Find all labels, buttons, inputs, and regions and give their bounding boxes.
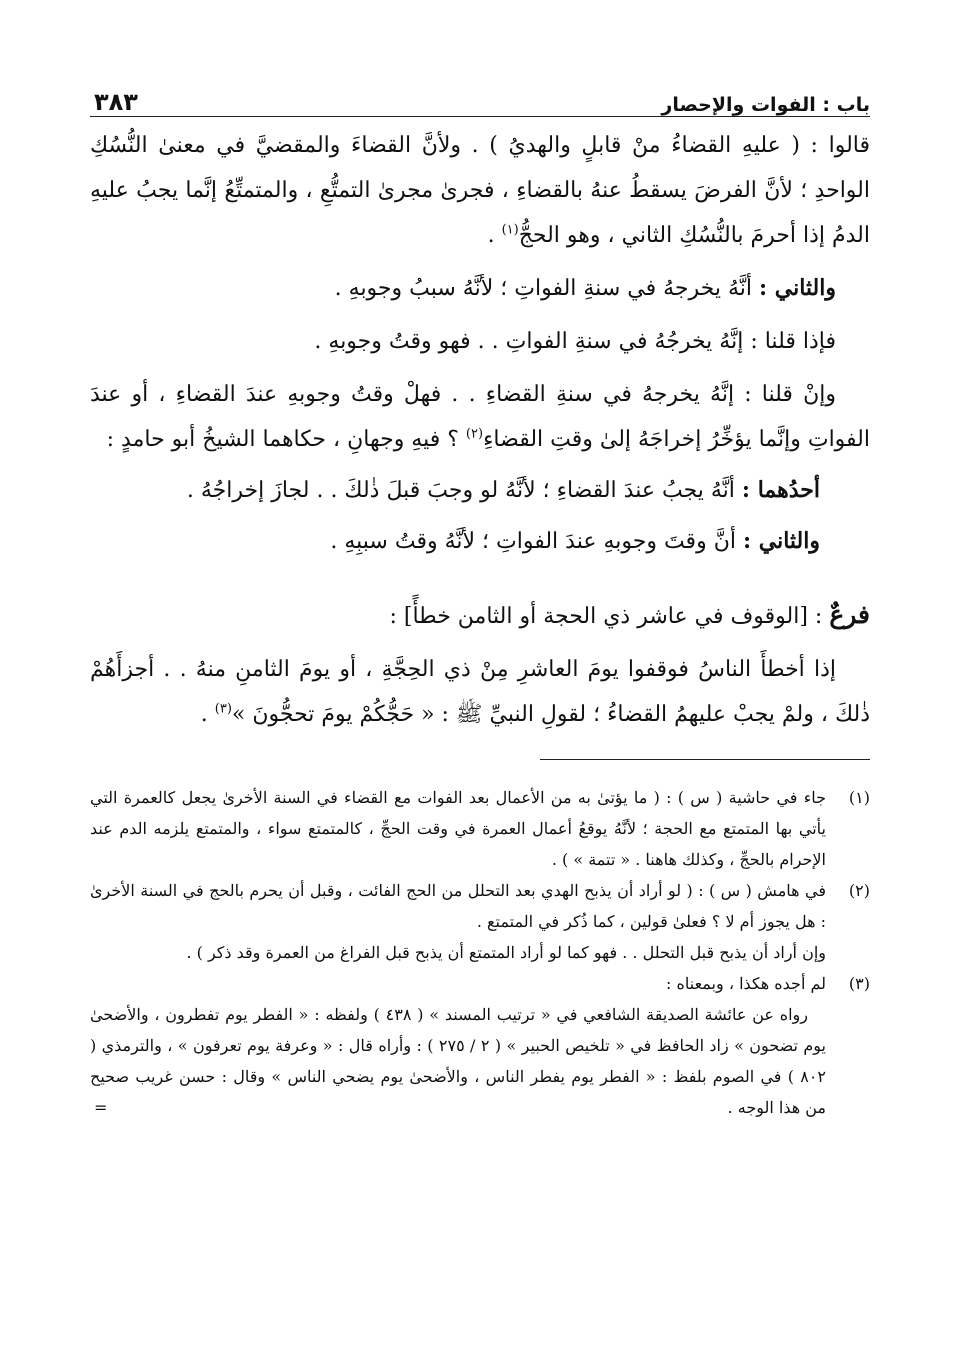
paragraph-1: قالوا : ( عليهِ القضاءُ منْ قابلٍ والهديُ ) . ولأنَّ القضاءَ والمقضيَّ في معنىٰ النُّسُكِ الواحدِ ؛ لأنَّ الفرضَ يسقطُ عنهُ بالقضاءِ ، فجرىٰ مجرىٰ التمتُّعِ ، والمتمتِّعُ إنَّما يجبُ عليهِ الدمُ إذا أحرمَ بالنُّسُكِ الثاني ، وهو الحجُّ$^{(١)}$ . (90, 133, 870, 248)
paragraph-6: والثاني : أنَّ وقتَ وجوبهِ عندَ الفواتِ ؛ لأنَّهُ وقتُ سببِهِ . (330, 528, 820, 554)
paragraph-3: فإذا قلنا : إنَّهُ يخرجُهُ في سنةِ الفواتِ . . فهو وقتُ وجوبهِ . (314, 329, 836, 354)
lead-word: أحدُهما : (741, 477, 820, 503)
footnotes (90, 782, 870, 1123)
main-text (90, 123, 870, 737)
section-heading: فرعٌ : [الوقوف في عاشر ذي الحجة أو الثامن خطأً] : (389, 600, 870, 629)
running-title: باب : الفوات والإحصار (661, 94, 870, 116)
footnote-text: رواه عن عائشة الصديقة الشافعي في « ترتيب المسند » ( ٤٣٨ ) ولفظه : « الفطر يوم تفطرون ، والأضحىٰ يوم تضحون » زاد الحافظ في « تلخيص الحبير » ( ٢ / ٢٧٥ ) : وأراه قال : « وعرفة يوم تعرفون » ، والترمذي ( ٨٠٢ ) في الصوم بلفظ : « الفطر يوم يفطر الناس ، والأضحىٰ يوم يضحي الناس » وقال : حسن غريب صحيح من هذا الوجه . (90, 1005, 827, 1117)
footnote-number: (٢) (848, 881, 870, 900)
lead-word: والثاني : (742, 528, 820, 554)
paragraph-7: إذا أخطأَ الناسُ فوقفوا يومَ العاشرِ مِنْ ذي الحِجَّةِ ، أو يومَ الثامنِ منهُ . . أجزأَهُمْ ذٰلكَ ، ولمْ يجبْ عليهمُ القضاءُ ؛ لقولِ النبيِّ ﷺ : « حَجُّكُمْ يومَ تحجُّونَ »$^{(٣)}$ . (90, 657, 870, 727)
footnote-ref-2[interactable]: (٢) (465, 426, 484, 442)
page-number: ٣٨٣ (94, 88, 138, 116)
footnote-1 (90, 782, 870, 875)
footnote-ref-1[interactable]: (١) (501, 222, 519, 238)
continuation-mark: = (94, 1098, 108, 1117)
footnote-text: جاء في حاشية ( س ) : ( ما يؤتىٰ به من الأعمال بعد الفوات مع القضاء في السنة الأخرىٰ يجعل كالعمرة التي يأتي بها المتمتع مع الحجة ؛ لأنَّهُ يوقعُ أعمال العمرة في وقت الحجِّ ، كالمتمتع سواء ، والمتمتع يلزمه الدم عند الإحرام بالحجِّ ، وكذلك هاهنا . « تتمة » ) . (90, 788, 827, 869)
footnote-number: (١) (848, 788, 870, 807)
book-page (90, 80, 870, 1123)
section-heading-word: فرعٌ (829, 600, 870, 629)
paragraph-5: أحدُهما : أنَّهُ يجبُ عندَ القضاءِ ؛ لأنَّهُ لو وجبَ قبلَ ذٰلكَ . . لجازَ إخراجُهُ . (186, 477, 820, 503)
footnote-2 (90, 875, 870, 968)
footnote-ref-3[interactable]: (٣) (214, 701, 232, 717)
footnote-divider (540, 759, 870, 760)
paragraph-4: وإنْ قلنا : إنَّهُ يخرجهُ في سنةِ القضاءِ . . فهلْ وقتُ وجوبهِ عندَ القضاءِ ، أو عندَ الفواتِ وإنَّما يؤخِّرُ إخراجَهُ إلىٰ وقتِ القضاءِ$^{(٢)}$ ؟ فيهِ وجهانِ ، حكاهما الشيخُ أبو حامدٍ : (90, 382, 870, 452)
footnote-text: لم أجده هكذا ، وبمعناه : (666, 974, 826, 993)
footnote-number: (٣) (848, 974, 870, 993)
footnote-3 (90, 968, 870, 1123)
paragraph-2: والثاني : أنَّهُ يخرجهُ في سنةِ الفواتِ ؛ لأنَّهُ سببُ وجوبهِ . (334, 275, 836, 301)
footnote-text: في هامش ( س ) : ( لو أراد أن يذبح الهدي بعد التحلل من الحج الفائت ، وقبل أن يحرم بالحج في السنة الأخرىٰ : هل يجوز أم لا ؟ فعلىٰ قولين ، كما ذُكر في المتمتع . (90, 881, 826, 931)
page-header (90, 80, 870, 117)
footnote-text: وإن أراد أن يذبح قبل التحلل . . فهو كما لو أراد المتمتع أن يذبح قبل الفراغ من العمرة وقد ذكر ) . (186, 943, 826, 962)
lead-word: والثاني : (758, 275, 836, 301)
